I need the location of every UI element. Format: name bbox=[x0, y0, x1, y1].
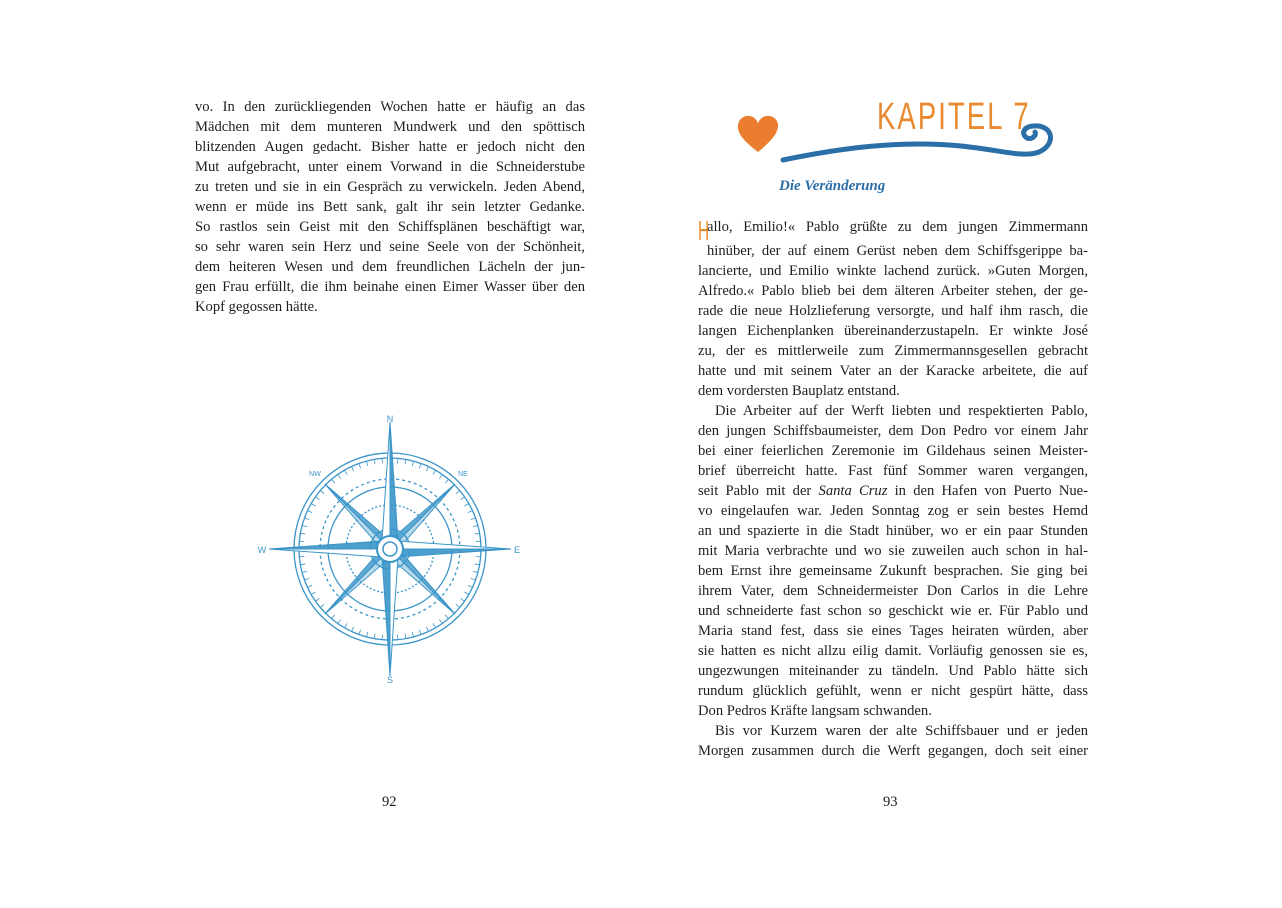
text-line: zu, der es mittlerweile zum Zimmermannsgesellen gebracht bbox=[698, 343, 1088, 359]
text-line: so sehr waren sein Herz und seine Seele von der Schönheit, bbox=[195, 239, 585, 255]
text-line: zu treten und sie in ein Gespräch zu verwickeln. Jeden Abend, bbox=[195, 179, 585, 195]
text-line: dem heiteren Wesen und dem freundlichen Lächeln der jun- bbox=[195, 259, 585, 275]
text-line: wenn er müde ins Bett sank, galt ihr sein letzter Gedanke. bbox=[195, 199, 585, 215]
right-page bbox=[641, 0, 1282, 908]
text-line: gen Frau erfüllt, die ihm beinahe einen Eimer Wasser über den bbox=[195, 279, 585, 295]
text-line: sie hatten es nicht allzu eilig damit. Vorläufig genossen sie es, bbox=[698, 643, 1088, 659]
text-line: hinüber, der auf einem Gerüst neben dem Schiffsgerippe ba- bbox=[707, 243, 1088, 259]
compass-label-s: S bbox=[386, 675, 394, 685]
text-line: langen Eichenplanken übereinanderzustapeln. Er winkte José bbox=[698, 323, 1088, 339]
compass-label-ne: NE bbox=[458, 471, 468, 478]
text-line: vo. In den zurückliegenden Wochen hatte er häufig an das bbox=[195, 99, 585, 115]
compass-label-e: E bbox=[513, 545, 521, 555]
text-line: Bis vor Kurzem waren der alte Schiffsbauer und er jeden bbox=[715, 723, 1088, 739]
text-line: Alfredo.« Pablo blieb bei dem älteren Arbeiter stehen, der ge- bbox=[698, 283, 1088, 299]
text-line: Don Pedros Kräfte langsam schwanden. bbox=[698, 703, 932, 719]
text-line: bei einer feierlichen Zeremonie im Gildehaus seinen Meister- bbox=[698, 443, 1088, 459]
compass-label-nw: NW bbox=[309, 471, 321, 478]
text-line: ihrem Vater, dem Schneidermeister Don Carlos in die Lehre bbox=[698, 583, 1088, 599]
text-line: blitzenden Augen gedacht. Bisher hatte er jedoch nicht den bbox=[195, 139, 585, 155]
drop-cap: H bbox=[698, 215, 710, 246]
page-number-right: 93 bbox=[883, 794, 898, 810]
text-line: Kopf gegossen hätte. bbox=[195, 299, 318, 315]
text-line: Hallo, Emilio!« Pablo grüßte zu dem jungen Zimmermann bbox=[698, 215, 1088, 246]
right-page-text bbox=[698, 217, 1088, 761]
text-line: So rastlos sein Geist mit den Schiffsplänen beschäftigt war, bbox=[195, 219, 585, 235]
text-line: bem Ernst ihre gemeinsame Zukunft besprachen. Sie ging bei bbox=[698, 563, 1088, 579]
text-line: Die Arbeiter auf der Werft liebten und respektierten Pablo, bbox=[715, 403, 1088, 419]
text-line: lancierte, und Emilio winkte lachend zurück. »Guten Morgen, bbox=[698, 263, 1088, 279]
compass-rose-illustration bbox=[255, 410, 525, 688]
ship-name: Santa Cruz bbox=[818, 483, 888, 499]
chapter-header bbox=[721, 96, 1041, 176]
text-line: dem vordersten Bauplatz entstand. bbox=[698, 383, 900, 399]
text-line: hatte und mit seinem Vater an der Karacke arbeitete, die auf bbox=[698, 363, 1088, 379]
text-line: mit Maria verbrachte und wo sie zuweilen auch schon in hal- bbox=[698, 543, 1088, 559]
text-line: Maria stand fest, dass sie eines Tages heiraten würden, aber bbox=[698, 623, 1088, 639]
text-line: vo eingelaufen war. Jeden Sonntag zog er sein bestes Hemd bbox=[698, 503, 1088, 519]
text-line: rade die neue Holzlieferung versorgte, und half ihm rasch, die bbox=[698, 303, 1088, 319]
text-line: rundum glücklich gefühlt, wenn er nicht gespürt hätte, dass bbox=[698, 683, 1088, 699]
text-line: Mädchen mit dem munteren Mundwerk und den spöttisch bbox=[195, 119, 585, 135]
chapter-subtitle: Die Veränderung bbox=[779, 178, 886, 194]
left-page-text bbox=[195, 97, 585, 317]
heart-icon bbox=[735, 112, 781, 154]
chapter-title: KAPITEL 7 bbox=[877, 96, 1031, 138]
text-line: Mut aufgebracht, unter einem Vorwand in die Schneiderstube bbox=[195, 159, 585, 175]
text-line: und schneiderte fast schon so geschickt wie er. Für Pablo und bbox=[698, 603, 1088, 619]
text-line: seit Pablo mit der Santa Cruz in den Hafen von Puerto Nue- bbox=[698, 483, 1088, 499]
page-number-left: 92 bbox=[382, 794, 397, 810]
text-line: ungezwungen miteinander zu tändeln. Und Pablo hätte sich bbox=[698, 663, 1088, 679]
compass-label-w: W bbox=[257, 545, 267, 555]
text-line: brief überreicht hatte. Fast fünf Sommer waren vergangen, bbox=[698, 463, 1088, 479]
text-line: an und spazierte in die Stadt hinüber, wo er ein paar Stunden bbox=[698, 523, 1088, 539]
text-line: den jungen Schiffsbaumeister, dem Don Pedro vor einem Jahr bbox=[698, 423, 1088, 439]
text-line: Morgen zusammen durch die Werft gegangen, doch seit einer bbox=[698, 743, 1088, 759]
compass-label-n: N bbox=[386, 414, 394, 424]
